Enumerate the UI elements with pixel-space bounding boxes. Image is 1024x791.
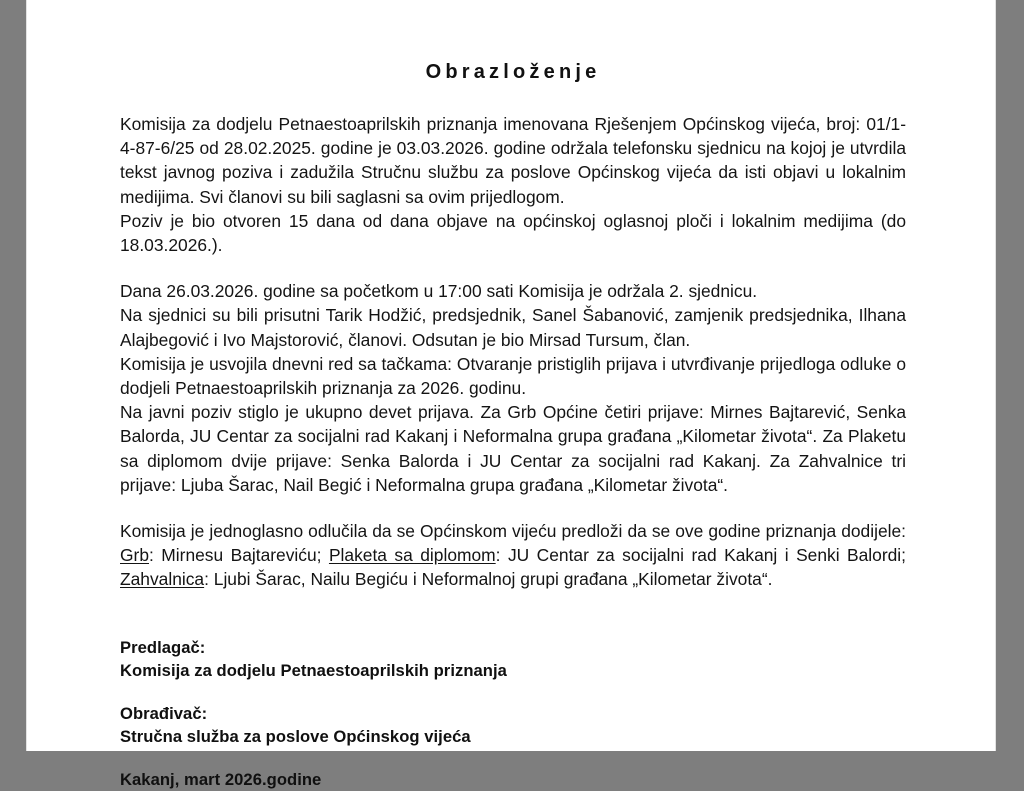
award-recipients-plaketa: : JU Centar za socijalni rad Kakanj i Senki Balordi; [495, 545, 906, 566]
signature-block [120, 636, 906, 791]
document-body [120, 0, 906, 791]
award-label-zahvalnica: Zahvalnica [120, 569, 205, 590]
decision-lead-text: Komisija je jednoglasno odlučila da se Općinskom vijeću predloži da se ove godine priznanja dodijele: [120, 521, 906, 542]
paragraph-applications-received: Na javni poziv stiglo je ukupno devet prijava. Za Grb Općine četiri prijave: Mirnes Bajtarević, Senka Balorda, JU Centar za socijalni rad Kakanj i Neformalna grupa građana „Kilometar života“. Za Plaketu sa diplomom dvije prijave: Senka Balorda i JU Centar za socijalni rad Kakanj. Za Zahvalnice tri prijave: Ljuba Šarac, Nail Begić i Neformalna grupa građana „Kilometar života“. [120, 402, 906, 495]
paragraph-commission-appointment: Komisija za dodjelu Petnaestoaprilskih priznanja imenovana Rješenjem Općinskog vijeća, broj: 01/1-4-87-6/25 od 28.02.2025. godine je 03.03.2026. godine održala telefonsku sjednicu na kojoj je utvrdila tekst javnog poziva i zadužila Stručnu službu za poslove Općinskog vijeća da isti objavi u lokalnim medijima. Svi članovi su bili saglasni sa ovim prijedlogom. [120, 114, 906, 207]
document-page [26, 0, 996, 789]
place-date-group [120, 768, 906, 791]
paragraph-session-date: Dana 26.03.2026. godine sa početkom u 17:00 sati Komisija je održala 2. sjednicu. [120, 281, 758, 302]
processor-label: Obrađivač: [120, 703, 208, 723]
processor-name: Stručna služba za poslove Općinskog vijeća [120, 726, 471, 746]
paragraph-decision [120, 519, 906, 592]
award-recipients-zahvalnica: : Ljubi Šarac, Nailu Begiću i Neformalnoj grupi građana „Kilometar života“. [204, 569, 773, 590]
proposer-name: Komisija za dodjelu Petnaestoaprilskih priznanja [120, 660, 507, 680]
processor-group [120, 702, 906, 748]
paragraph-attendees: Na sjednici su bili prisutni Tarik Hodžić, predsjednik, Sanel Šabanović, zamjenik predsjednika, Ilhana Alajbegović i Ivo Majstorović, članovi. Odsutan je bio Mirsad Tursum, član. [120, 305, 906, 350]
paragraph-call-open-period: Poziv je bio otvoren 15 dana od dana objave na općinskoj oglasnoj ploči i lokalnim medijima (do 18.03.2026.). [120, 210, 906, 256]
proposer-group [120, 636, 906, 682]
place-and-date: Kakanj, mart 2026.godine [120, 769, 322, 789]
award-label-plaketa: Plaketa sa diplomom [328, 545, 496, 566]
award-recipients-grb: : Mirnesu Bajtareviću; [149, 545, 329, 566]
proposer-label: Predlagač: [120, 637, 206, 657]
document-title: Obrazloženje [425, 61, 601, 83]
paragraph-agenda: Komisija je usvojila dnevni red sa tačkama: Otvaranje pristiglih prijava i utvrđivanje prijedloga odluke o dodjeli Petnaestoaprilskih priznanja za 2026. godinu. [120, 353, 906, 399]
award-label-grb: Grb [120, 545, 149, 566]
